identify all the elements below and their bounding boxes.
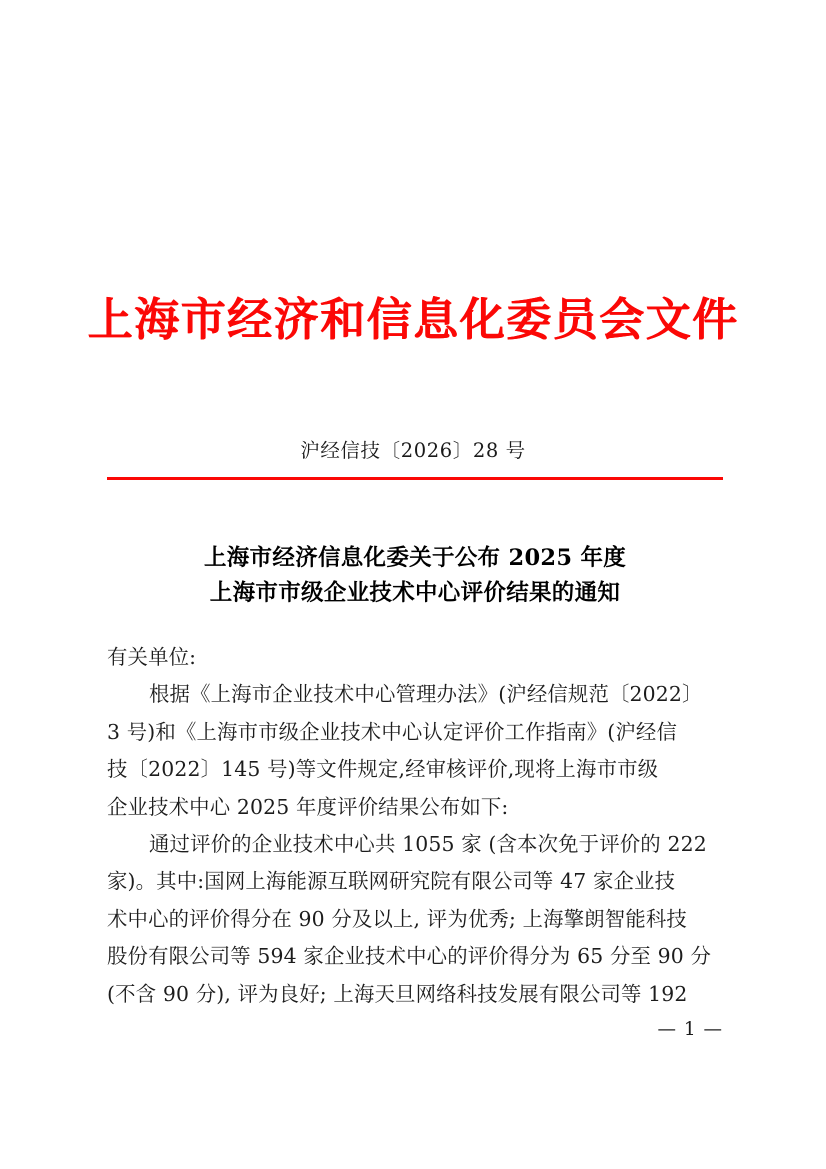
body-line: 股份有限公司等 594 家企业技术中心的评价得分为 65 分至 90 分 <box>107 944 712 969</box>
body-text <box>107 639 727 1013</box>
body-line: 企业技术中心 2025 年度评价结果公布如下: <box>107 794 509 819</box>
body-line: 家)。其中:国网上海能源互联网研究院有限公司等 47 家企业技 <box>107 869 676 894</box>
body-line: 术中心的评价得分在 90 分及以上, 评为优秀; 上海擎朗智能科技 <box>107 906 687 931</box>
body-line: 通过评价的企业技术中心共 1055 家 (含本次免于评价的 222 <box>149 832 707 857</box>
body-line: (不含 90 分), 评为良好; 上海天旦网络科技发展有限公司等 192 <box>107 981 688 1006</box>
body-line: 3 号)和《上海市市级企业技术中心认定评价工作指南》(沪经信 <box>107 719 678 744</box>
page-number-footer: — 1 — <box>657 1019 723 1040</box>
subject-title-line-2: 上海市市级企业技术中心评价结果的通知 <box>209 580 621 606</box>
body-line: 技〔2022〕145 号)等文件规定,经审核评价,现将上海市市级 <box>107 757 659 782</box>
document-number: 沪经信技〔2026〕28 号 <box>300 439 526 462</box>
body-line: 根据《上海市企业技术中心管理办法》(沪经信规范〔2022〕 <box>149 682 703 707</box>
red-divider-rule <box>107 477 723 480</box>
salutation: 有关单位: <box>107 645 197 669</box>
masthead-title: 上海市经济和信息化委员会文件 <box>87 293 739 346</box>
subject-title <box>107 541 723 611</box>
subject-title-line-1: 上海市经济信息化委关于公布 2025 年度 <box>203 545 627 571</box>
